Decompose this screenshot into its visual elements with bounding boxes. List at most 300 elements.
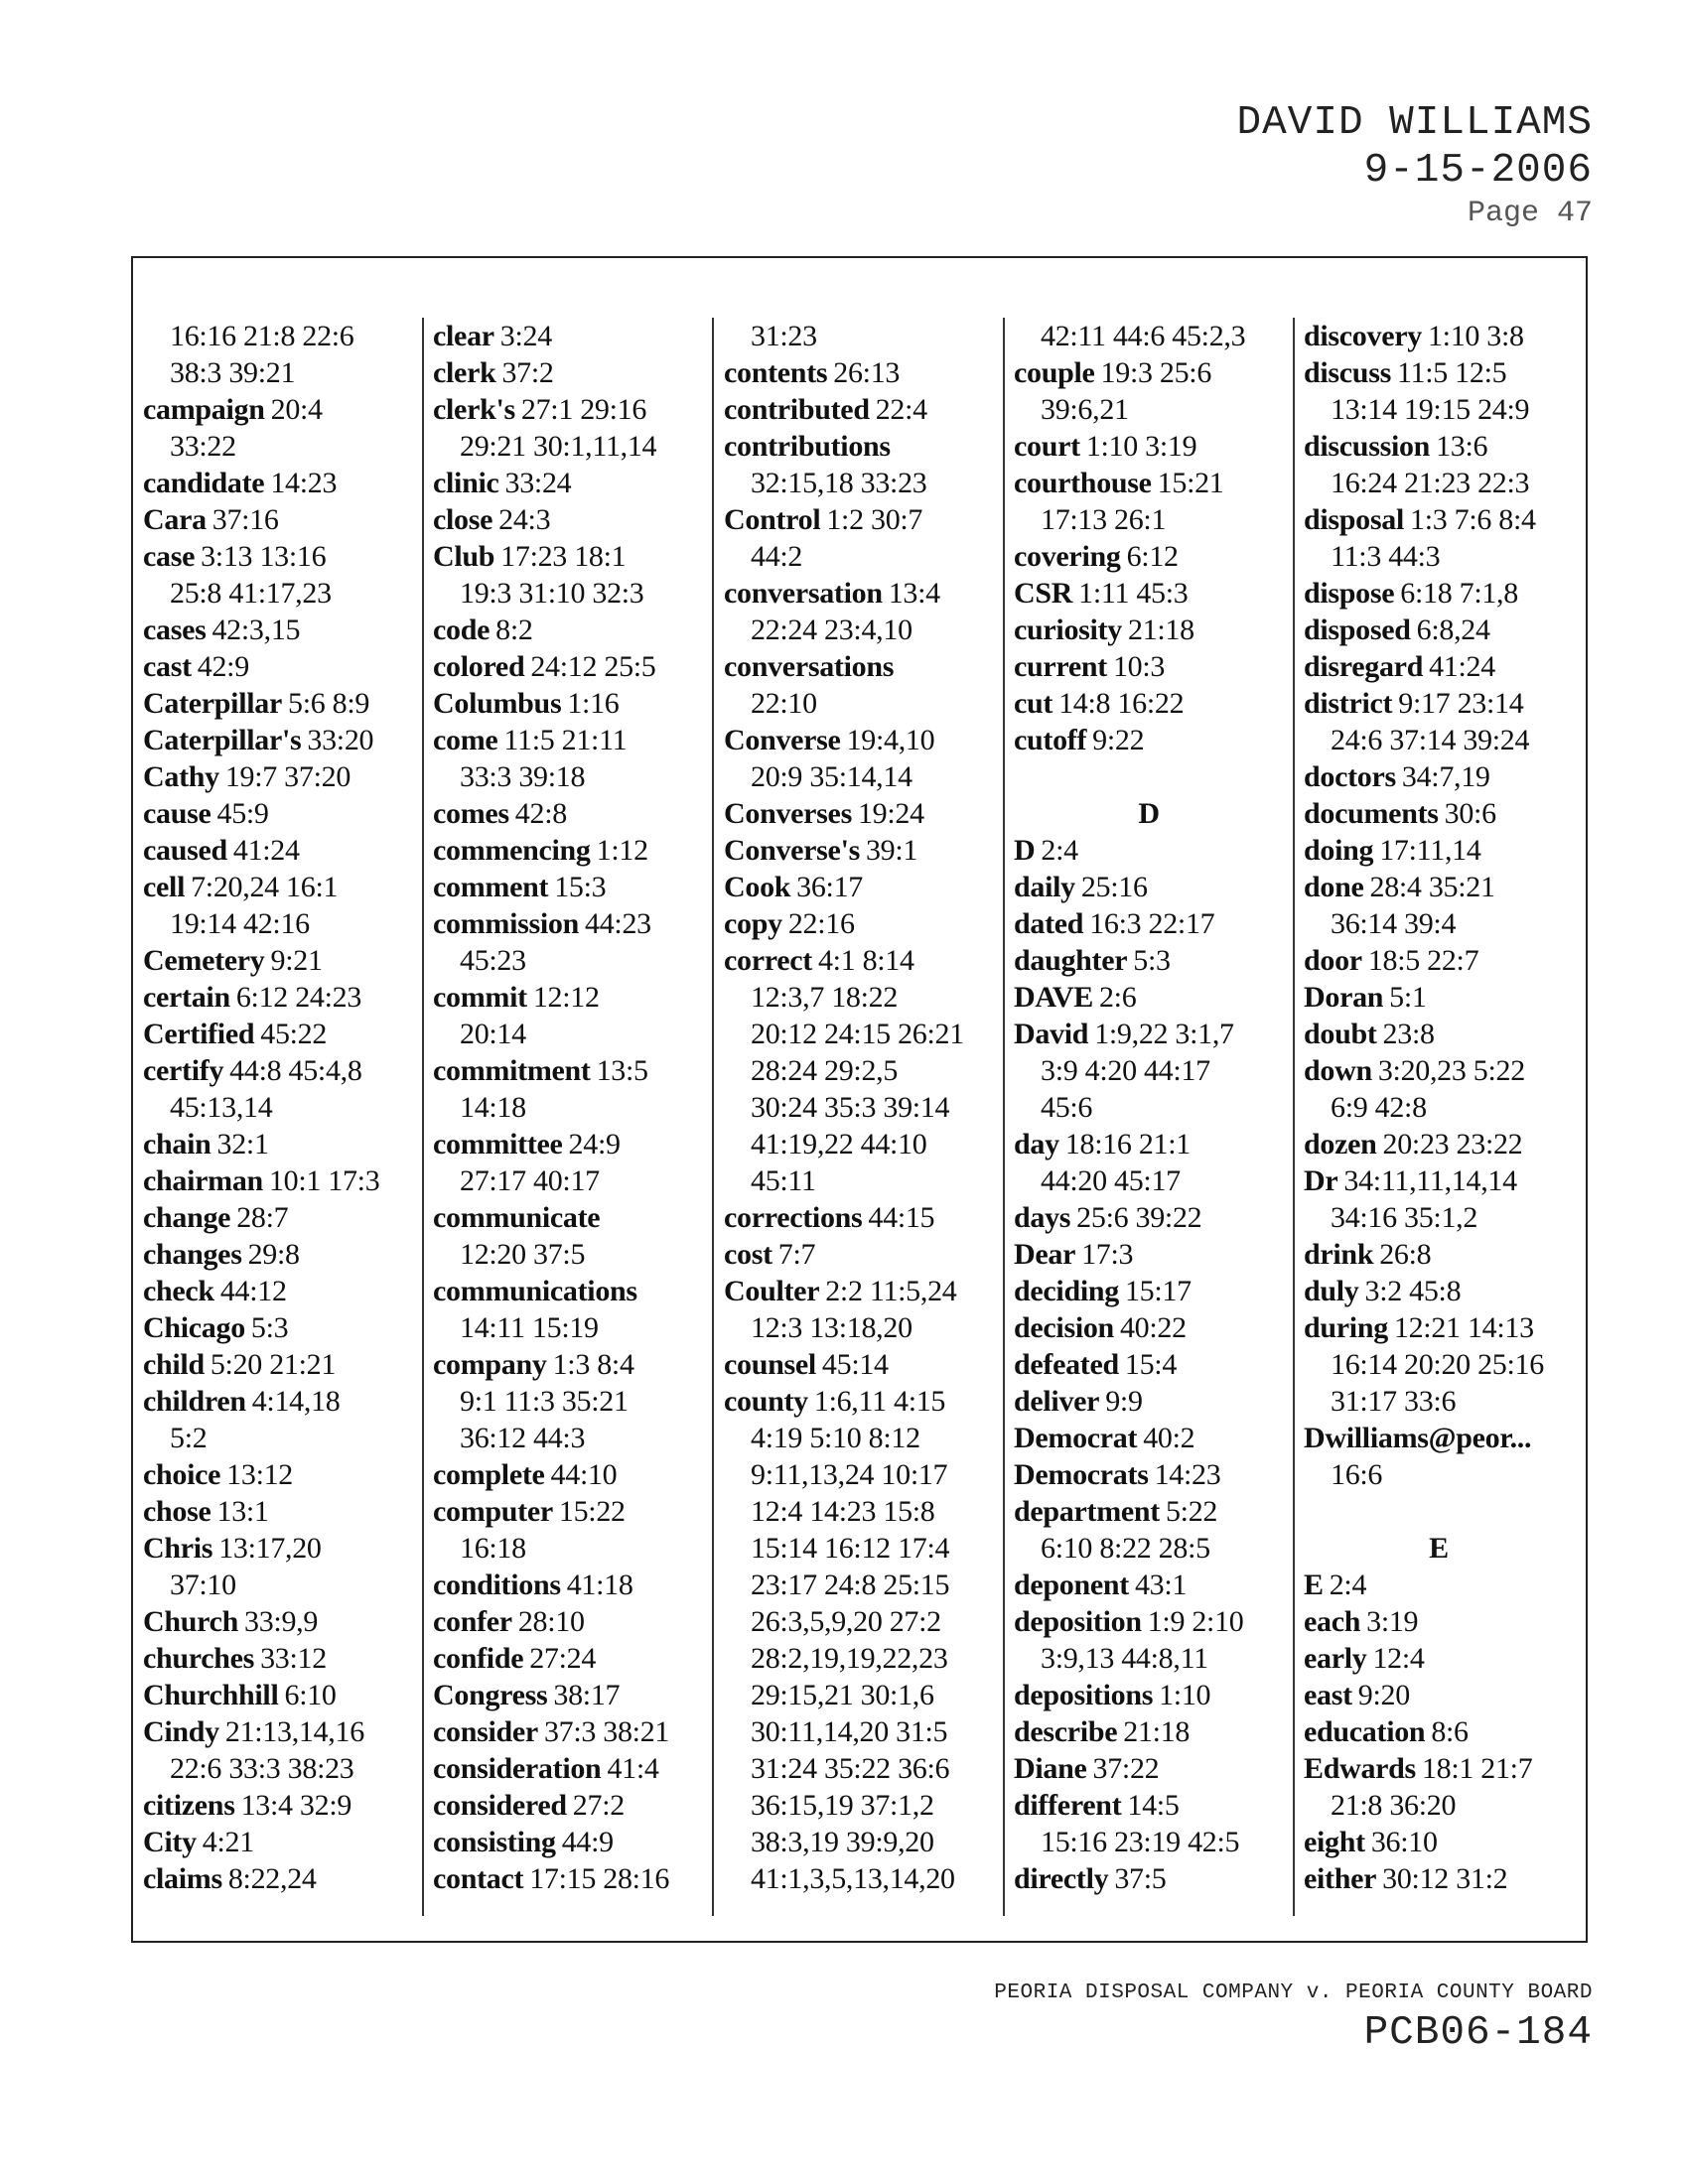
index-term: Cindy: [143, 1715, 219, 1748]
index-continuation: 12:3,7 18:22: [751, 981, 899, 1014]
index-term: discovery: [1304, 320, 1422, 352]
index-term: close: [433, 503, 493, 536]
index-term: Columbus: [433, 687, 562, 720]
index-entry: [143, 1346, 413, 1383]
index-entry: [1014, 1309, 1284, 1346]
index-term: deciding: [1014, 1275, 1119, 1307]
page-line-refs: 37:5: [1114, 1862, 1167, 1895]
index-entry: [1014, 905, 1284, 942]
index-entry: [724, 1383, 994, 1420]
index-term: district: [1304, 687, 1393, 720]
index-entry: [1014, 832, 1284, 869]
page-line-refs: 44:23: [585, 907, 651, 940]
index-term: Converse's: [724, 834, 860, 867]
index-entry: [724, 795, 994, 832]
index-entry: [143, 1383, 413, 1420]
page-line-refs: 43:1: [1134, 1569, 1188, 1601]
page-line-refs: 27:2: [572, 1789, 625, 1822]
page-line-refs: 8:22,24: [227, 1862, 317, 1895]
index-entry: [143, 1677, 413, 1713]
page-line-refs: 6:12: [1126, 540, 1179, 573]
index-term: Dr: [1304, 1164, 1338, 1197]
index-term: doing: [1304, 834, 1374, 867]
index-entry: [1304, 1273, 1574, 1309]
index-continuation: 26:3,5,9,20 27:2: [751, 1605, 941, 1638]
page-line-refs: 37:16: [211, 503, 279, 536]
index-entry: [1014, 354, 1284, 391]
index-continuation: 16:18: [460, 1532, 526, 1565]
index-continuation: 39:6,21: [1041, 393, 1129, 426]
index-term: comment: [433, 871, 549, 903]
page-line-refs: 3:19: [1366, 1605, 1419, 1638]
index-column-4: [1014, 318, 1284, 1916]
page-line-refs: 5:22: [1165, 1495, 1218, 1528]
index-entry: [724, 722, 994, 758]
index-term: certain: [143, 981, 230, 1014]
page-line-refs: 26:8: [1379, 1238, 1432, 1271]
page-line-refs: 4:14,18: [251, 1385, 341, 1418]
index-entry: [143, 979, 413, 1016]
index-term: contact: [433, 1862, 524, 1895]
index-entry: [1304, 1236, 1574, 1273]
index-term: Converse: [724, 724, 841, 756]
page-line-refs: 20:4: [270, 393, 323, 426]
index-term: couple: [1014, 356, 1095, 389]
index-continuation: 12:4 14:23 15:8: [751, 1495, 935, 1528]
index-entry: [143, 942, 413, 979]
index-term: eight: [1304, 1826, 1365, 1858]
index-entry: [143, 1713, 413, 1750]
index-entry: [1014, 1750, 1284, 1787]
index-continuation: 24:6 37:14 39:24: [1331, 724, 1530, 756]
page-line-refs: 1:2 30:7: [826, 503, 923, 536]
index-entry: [433, 1126, 703, 1162]
index-entry: [1304, 1567, 1574, 1603]
index-continuation: 38:3,19 39:9,20: [751, 1826, 934, 1858]
page-line-refs: 6:8,24: [1416, 614, 1490, 646]
index-entry: [433, 685, 703, 722]
page-line-refs: 33:20: [307, 724, 374, 756]
page-line-refs: 7:7: [777, 1238, 816, 1271]
index-term: Churchhill: [143, 1679, 279, 1711]
index-column-5: [1304, 318, 1574, 1916]
index-entry: [143, 1236, 413, 1273]
index-entry: [1014, 612, 1284, 648]
page-line-refs: 6:18 7:1,8: [1400, 577, 1518, 610]
index-term: deliver: [1014, 1385, 1100, 1418]
index-term: commission: [433, 907, 580, 940]
index-entry: [433, 832, 703, 869]
page-line-refs: 19:3 25:6: [1100, 356, 1212, 389]
page-line-refs: 26:13: [833, 356, 901, 389]
index-continuation: 44:20 45:17: [1041, 1164, 1181, 1197]
index-box: [131, 256, 1588, 1943]
page-line-refs: 44:9: [561, 1826, 614, 1858]
index-continuation: 16:6: [1331, 1458, 1383, 1491]
index-term: copy: [724, 907, 782, 940]
index-term: cause: [143, 797, 211, 830]
page-line-refs: 3:13 13:16: [201, 540, 327, 573]
page-line-refs: 25:6 39:22: [1076, 1201, 1202, 1234]
blank-line: [1014, 758, 1284, 795]
index-term: check: [143, 1275, 214, 1307]
page-line-refs: 15:22: [558, 1495, 626, 1528]
index-entry: [143, 1016, 413, 1052]
index-continuation: 30:24 35:3 39:14: [751, 1091, 950, 1124]
index-term: conditions: [433, 1569, 561, 1601]
index-entry: [1304, 354, 1574, 391]
page-line-refs: 28:4 35:21: [1369, 871, 1495, 903]
index-continuation: 31:23: [751, 320, 817, 352]
page-number: Page 47: [1467, 197, 1593, 230]
index-term: change: [143, 1201, 231, 1234]
index-continuation: 37:10: [170, 1569, 236, 1601]
index-entry: [143, 501, 413, 538]
page-line-refs: 4:21: [202, 1826, 254, 1858]
index-term: Club: [433, 540, 495, 573]
index-continuation: 45:23: [460, 944, 526, 977]
page-line-refs: 17:11,14: [1379, 834, 1481, 867]
index-continuation: 14:11 15:19: [460, 1311, 599, 1344]
index-entry: [724, 832, 994, 869]
index-term: confer: [433, 1605, 512, 1638]
index-entry: [724, 869, 994, 905]
index-term: claims: [143, 1862, 222, 1895]
index-continuation: 36:15,19 37:1,2: [751, 1789, 934, 1822]
page-line-refs: 37:2: [501, 356, 554, 389]
index-entry: [143, 1162, 413, 1199]
index-continuation: 32:15,18 33:23: [751, 467, 927, 499]
page-line-refs: 38:17: [553, 1679, 621, 1711]
index-term: doubt: [1304, 1018, 1377, 1050]
index-term: early: [1304, 1642, 1367, 1675]
page-line-refs: 11:5 21:11: [503, 724, 628, 756]
index-entry: [1014, 1456, 1284, 1493]
index-term: education: [1304, 1715, 1426, 1748]
page-line-refs: 5:3: [1133, 944, 1171, 977]
index-entry: [433, 1199, 703, 1236]
page-line-refs: 14:23: [270, 467, 338, 499]
page-line-refs: 9:21: [270, 944, 323, 977]
index-entry: [1304, 612, 1574, 648]
index-entry: [1304, 648, 1574, 685]
page-line-refs: 17:15 28:16: [529, 1862, 670, 1895]
index-continuation: 16:14 20:20 25:16: [1331, 1348, 1544, 1381]
page-line-refs: 36:17: [796, 871, 863, 903]
index-continuation: 17:13 26:1: [1041, 503, 1167, 536]
page-line-refs: 21:13,14,16: [224, 1715, 364, 1748]
index-continuation: 45:11: [751, 1164, 816, 1197]
page-line-refs: 15:21: [1157, 467, 1224, 499]
index-term: company: [433, 1348, 547, 1381]
index-entry: [724, 648, 994, 685]
index-continuation: 19:14 42:16: [170, 907, 310, 940]
index-term: Cathy: [143, 760, 219, 793]
page-line-refs: 1:12: [596, 834, 648, 867]
index-continuation: 31:24 35:22 36:6: [751, 1752, 950, 1785]
index-term: corrections: [724, 1201, 863, 1234]
index-entry: [433, 905, 703, 942]
page-line-refs: 2:6: [1098, 981, 1137, 1014]
page-line-refs: 2:4: [1329, 1569, 1367, 1601]
index-continuation: 33:22: [170, 430, 236, 463]
page-line-refs: 1:11 45:3: [1078, 577, 1189, 610]
page-line-refs: 17:3: [1081, 1238, 1134, 1271]
index-term: curiosity: [1014, 614, 1122, 646]
index-term: changes: [143, 1238, 242, 1271]
page-line-refs: 5:20 21:21: [210, 1348, 337, 1381]
index-continuation: 9:11,13,24 10:17: [751, 1458, 948, 1491]
page-line-refs: 41:24: [232, 834, 300, 867]
page-line-refs: 37:3 38:21: [543, 1715, 670, 1748]
index-term: Dear: [1014, 1238, 1076, 1271]
page-line-refs: 2:4: [1041, 834, 1078, 867]
page-line-refs: 28:10: [517, 1605, 585, 1638]
index-entry: [143, 1530, 413, 1567]
index-term: describe: [1014, 1715, 1118, 1748]
index-term: Certified: [143, 1018, 255, 1050]
index-entry: [1014, 1016, 1284, 1052]
section-letter: E: [1429, 1532, 1449, 1565]
index-continuation: 21:8 36:20: [1331, 1789, 1457, 1822]
index-continuation: 14:18: [460, 1091, 526, 1124]
page-line-refs: 12:12: [532, 981, 600, 1014]
index-entry: [433, 612, 703, 648]
index-term: door: [1304, 944, 1362, 977]
index-term: committee: [433, 1128, 563, 1160]
index-term: Control: [724, 503, 821, 536]
page-line-refs: 19:4,10: [846, 724, 935, 756]
index-term: Converses: [724, 797, 852, 830]
page-line-refs: 13:17,20: [218, 1532, 322, 1565]
index-term: disposed: [1304, 614, 1411, 646]
page-line-refs: 24:3: [498, 503, 551, 536]
index-continuation: 29:15,21 30:1,6: [751, 1679, 934, 1711]
index-continuation: 45:13,14: [170, 1091, 273, 1124]
index-entry: [1304, 795, 1574, 832]
index-entry: [1014, 1713, 1284, 1750]
page-line-refs: 8:2: [495, 614, 533, 646]
page-line-refs: 1:16: [567, 687, 620, 720]
index-entry: [724, 575, 994, 612]
index-term: child: [143, 1348, 205, 1381]
index-continuation: 31:17 33:6: [1331, 1385, 1457, 1418]
page-line-refs: 9:20: [1357, 1679, 1410, 1711]
page-line-refs: 42:8: [514, 797, 567, 830]
index-term: communicate: [433, 1201, 601, 1234]
index-entry: [143, 391, 413, 428]
index-continuation: 20:12 24:15 26:21: [751, 1018, 964, 1050]
column-divider: [712, 318, 714, 1916]
page-line-refs: 34:7,19: [1401, 760, 1490, 793]
page-line-refs: 37:22: [1092, 1752, 1160, 1785]
index-continuation: 41:19,22 44:10: [751, 1128, 927, 1160]
index-continuation: 13:14 19:15 24:9: [1331, 393, 1530, 426]
index-term: Doran: [1304, 981, 1384, 1014]
index-term: deponent: [1014, 1569, 1129, 1601]
index-entry: [1014, 1126, 1284, 1162]
index-continuation: 22:10: [751, 687, 817, 720]
index-entry: [143, 465, 413, 501]
index-entry: [1014, 1236, 1284, 1273]
column-divider: [1293, 318, 1295, 1916]
index-entry: [1014, 942, 1284, 979]
index-entry: [433, 1493, 703, 1530]
page-line-refs: 18:1 21:7: [1421, 1752, 1533, 1785]
index-term: Cemetery: [143, 944, 265, 977]
index-term: during: [1304, 1311, 1388, 1344]
index-term: Democrats: [1014, 1458, 1149, 1491]
page-line-refs: 13:4 32:9: [240, 1789, 352, 1822]
page-line-refs: 1:3 7:6 8:4: [1410, 503, 1536, 536]
index-entry: [433, 1824, 703, 1860]
index-entry: [1304, 832, 1574, 869]
page-line-refs: 27:1 29:16: [520, 393, 647, 426]
index-entry: [143, 1052, 413, 1089]
index-continuation: 3:9 4:20 44:17: [1041, 1054, 1210, 1087]
index-term: cost: [724, 1238, 772, 1271]
index-term: confide: [433, 1642, 524, 1675]
deposition-date: 9-15-2006: [1363, 148, 1593, 194]
index-term: county: [724, 1385, 808, 1418]
index-entry: [1014, 722, 1284, 758]
index-entry: [143, 685, 413, 722]
index-term: clinic: [433, 467, 499, 499]
index-term: down: [1304, 1054, 1372, 1087]
page-line-refs: 1:9,22 3:1,7: [1094, 1018, 1234, 1050]
index-entry: [724, 501, 994, 538]
index-entry: [724, 1346, 994, 1383]
index-continuation: 41:1,3,5,13,14,20: [751, 1862, 955, 1895]
case-number: PCB06-184: [1363, 2010, 1593, 2056]
index-term: come: [433, 724, 498, 756]
index-term: day: [1014, 1128, 1059, 1160]
page-line-refs: 2:2 11:5,24: [825, 1275, 957, 1307]
index-term: days: [1014, 1201, 1071, 1234]
index-term: communications: [433, 1275, 637, 1307]
index-term: Chris: [143, 1532, 213, 1565]
page-line-refs: 3:2 45:8: [1364, 1275, 1462, 1307]
index-term: discuss: [1304, 356, 1391, 389]
index-term: cases: [143, 614, 207, 646]
index-entry: [143, 648, 413, 685]
page-line-refs: 28:7: [236, 1201, 289, 1234]
index-entry: [433, 648, 703, 685]
index-term: chairman: [143, 1164, 263, 1197]
index-continuation: 5:2: [170, 1422, 208, 1454]
index-entry: [1014, 1860, 1284, 1897]
index-entry: [1304, 1750, 1574, 1787]
page-line-refs: 5:3: [250, 1311, 289, 1344]
index-continuation: 20:9 35:14,14: [751, 760, 912, 793]
index-term: depositions: [1014, 1679, 1154, 1711]
page-line-refs: 44:10: [550, 1458, 618, 1491]
index-entry: [1014, 1677, 1284, 1713]
index-entry: [433, 538, 703, 575]
page-line-refs: 15:4: [1124, 1348, 1178, 1381]
page-line-refs: 9:9: [1105, 1385, 1143, 1418]
page-line-refs: 27:24: [529, 1642, 597, 1675]
index-term: cut: [1014, 687, 1053, 720]
page-line-refs: 18:5 22:7: [1367, 944, 1479, 977]
index-entry: [1014, 1199, 1284, 1236]
index-term: DAVE: [1014, 981, 1093, 1014]
index-term: Cara: [143, 503, 207, 536]
index-term: churches: [143, 1642, 255, 1675]
section-letter: D: [1138, 797, 1160, 830]
page-line-refs: 33:12: [260, 1642, 327, 1675]
index-entry: [1304, 1052, 1574, 1089]
index-continuation: 9:1 11:3 35:21: [460, 1385, 629, 1418]
page-line-refs: 17:23 18:1: [500, 540, 627, 573]
index-term: done: [1304, 871, 1364, 903]
page-line-refs: 14:23: [1154, 1458, 1221, 1491]
index-term: cutoff: [1014, 724, 1087, 756]
index-term: considered: [433, 1789, 567, 1822]
index-continuation: 36:12 44:3: [460, 1422, 586, 1454]
index-term: dispose: [1304, 577, 1395, 610]
index-continuation: 12:3 13:18,20: [751, 1311, 912, 1344]
page-line-refs: 1:9 2:10: [1147, 1605, 1244, 1638]
page-line-refs: 6:10: [284, 1679, 337, 1711]
page-line-refs: 1:10 3:19: [1085, 430, 1197, 463]
index-entry: [1014, 869, 1284, 905]
index-entry: [724, 391, 994, 428]
index-term: candidate: [143, 467, 265, 499]
page-line-refs: 1:6,11 4:15: [813, 1385, 946, 1418]
index-entry: [433, 1456, 703, 1493]
index-term: City: [143, 1826, 197, 1858]
index-term: conversations: [724, 650, 895, 683]
page-line-refs: 45:9: [216, 797, 269, 830]
index-term: computer: [433, 1495, 553, 1528]
index-continuation: 29:21 30:1,11,14: [460, 430, 657, 463]
page-line-refs: 22:16: [787, 907, 855, 940]
page-line-refs: 10:3: [1112, 650, 1166, 683]
index-continuation: 3:9,13 44:8,11: [1041, 1642, 1208, 1675]
page-line-refs: 45:14: [821, 1348, 889, 1381]
index-term: case: [143, 540, 196, 573]
index-term: drink: [1304, 1238, 1374, 1271]
index-entry: [433, 1603, 703, 1640]
index-entry: [433, 1567, 703, 1603]
index-term: court: [1014, 430, 1080, 463]
index-entry: [1014, 1346, 1284, 1383]
page-line-refs: 19:7 37:20: [224, 760, 351, 793]
index-entry: [1014, 575, 1284, 612]
index-term: Democrat: [1014, 1422, 1138, 1454]
index-continuation: 22:6 33:3 38:23: [170, 1752, 354, 1785]
index-entry: [1014, 428, 1284, 465]
page-line-refs: 8:6: [1431, 1715, 1469, 1748]
index-entry: [1304, 942, 1574, 979]
page-line-refs: 24:9: [568, 1128, 621, 1160]
index-term: certify: [143, 1054, 224, 1087]
page-line-refs: 5:1: [1389, 981, 1427, 1014]
column-divider: [1003, 318, 1005, 1916]
index-entry: [433, 1860, 703, 1897]
index-term: chain: [143, 1128, 211, 1160]
index-entry: [1014, 1420, 1284, 1456]
page-line-refs: 19:24: [857, 797, 924, 830]
index-entry: [143, 1199, 413, 1236]
index-term: conversation: [724, 577, 883, 610]
index-entry: [1304, 1016, 1574, 1052]
page-line-refs: 13:12: [226, 1458, 294, 1491]
page-line-refs: 11:5 12:5: [1396, 356, 1507, 389]
page-line-refs: 44:12: [219, 1275, 287, 1307]
index-term: cast: [143, 650, 192, 683]
